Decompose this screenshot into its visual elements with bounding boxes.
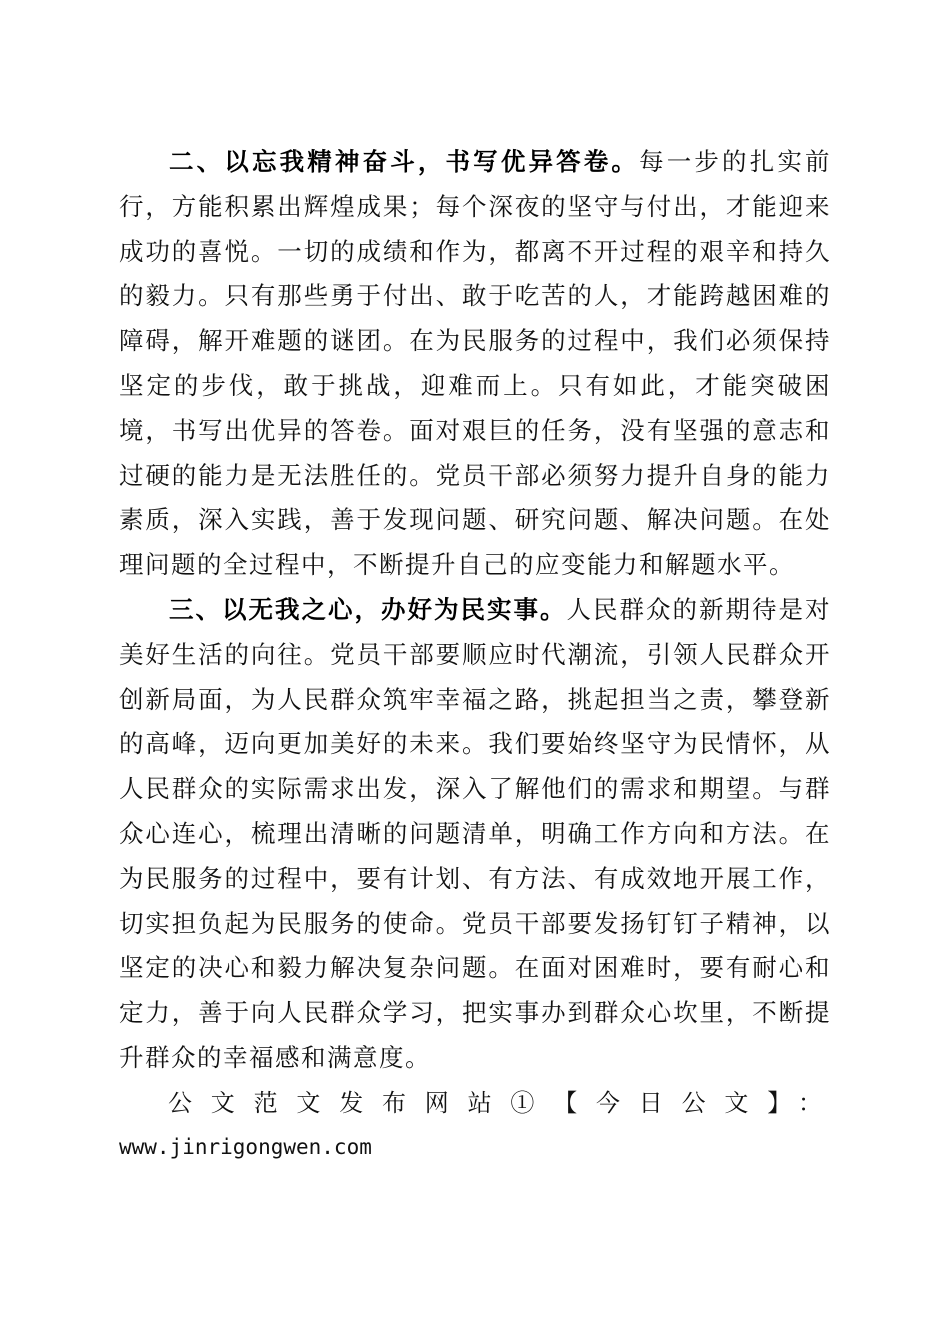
footer-source-label: 公文范文发布网站①【今日公文】： [168, 1089, 828, 1117]
section-text-three: 人民群众的新期待是对美好生活的向往。党员干部要顺应时代潮流，引领人民群众开创新局面，为人民群众筑牢幸福之路，挑起担当之责，攀登新的高峰，迈向更加美好的未来。我们要始终坚守为民情怀，从人民群众的实际需求出发，深入了解他们的需求和期望。与群众心连心，梳理出清晰的问题清单，明确工作方向和方法。在为民服务的过程中，要有计划、有方法、有成效地开展工作，切实担负起为民服务的使命。党员干部要发扬钉钉子精神，以坚定的决心和毅力解决复杂问题。在面对困难时，要有耐心和定力，善于向人民群众学习，把实事办到群众心坎里，不断提升群众的幸福感和满意度。 [119, 594, 831, 1072]
section-heading-two: 二、以忘我精神奋斗，书写优异答卷。 [169, 147, 640, 176]
document-body [119, 140, 831, 1081]
paragraph-section-three [119, 588, 831, 1081]
section-heading-three: 三、以无我之心，办好为民实事。 [169, 594, 567, 624]
section-text-two: 每一步的扎实前行，方能积累出辉煌成果；每个深夜的坚守与付出，才能迎来成功的喜悦。一切的成绩和作为，都离不开过程的艰辛和持久的毅力。只有那些勇于付出、敢于吃苦的人，才能跨越困难的障碍，解开难题的谜团。在为民服务的过程中，我们必须保持坚定的步伐，敢于挑战，迎难而上。只有如此，才能突破困境，书写出优异的答卷。面对艰巨的任务，没有坚强的意志和过硬的能力是无法胜任的。党员干部必须努力提升自身的能力素质，深入实践，善于发现问题、研究问题、解决问题。在处理问题的全过程中，不断提升自己的应变能力和解题水平。 [119, 147, 832, 580]
paragraph-section-two [119, 140, 831, 588]
footer-url: www.jinrigongwen.com [119, 1135, 372, 1159]
